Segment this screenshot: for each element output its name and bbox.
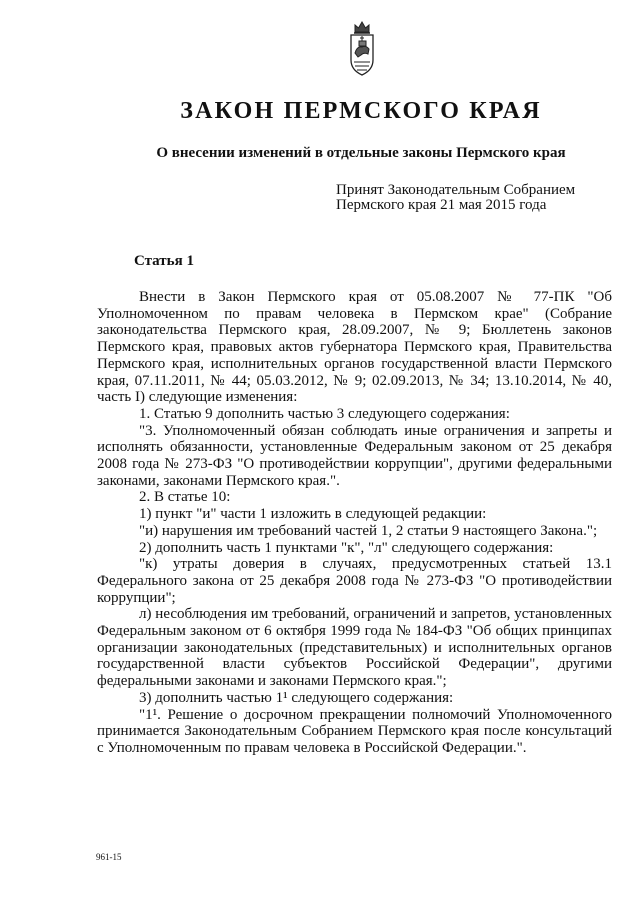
article-paragraph: 3) дополнить частью 1¹ следующего содержания:	[139, 689, 454, 706]
law-subtitle: О внесении изменений в отдельные законы Пермского края	[156, 145, 566, 161]
article-paragraph: Внести в Закон Пермского края от 05.08.2007 № 77-ПК "Об Уполномоченном по правам человека в Пермском крае" (Собрание законодательства Пермского края, 28.09.2007, № 9; Бюллетень законов Пермского края, правовых актов губернатора Пермского края, Правительства Пермского края, исполнительных органов государственной власти Пермского края, 07.11.2011, № 44; 05.03.2012, № 9; 02.09.2013, № 34; 13.10.2014, № 40, часть I) следующие изменения:	[97, 289, 612, 406]
article-paragraph: 2) дополнить часть 1 пунктами "к", "л" следующего содержания:	[139, 539, 554, 556]
article-paragraph: 2. В статье 10:	[139, 489, 231, 506]
article-heading: Статья 1	[134, 253, 194, 269]
article-paragraph: "и) нарушения им требований частей 1, 2 статьи 9 настоящего Закона.";	[139, 522, 598, 539]
law-title: ЗАКОН ПЕРМСКОГО КРАЯ	[180, 98, 542, 124]
article-body	[97, 289, 612, 757]
article-paragraph: 1. Статью 9 дополнить частью 3 следующего содержания:	[139, 405, 510, 422]
adoption-note-line-2: Пермского края 21 мая 2015 года	[336, 197, 547, 213]
document-number: 961-15	[96, 852, 122, 862]
article-paragraph: 1) пункт "и" части 1 изложить в следующей редакции:	[139, 506, 487, 523]
article-paragraph: "3. Уполномоченный обязан соблюдать иные ограничения и запреты и исполнять обязанности, установленные Федеральным законом от 25 декабря 2008 года № 273-ФЗ "О противодействии коррупции", другими федеральными законами, законами Пермского края.".	[97, 422, 612, 489]
article-paragraph: л) несоблюдения им требований, ограничений и запретов, установленных Федеральным законом от 6 октября 1999 года № 184-ФЗ "Об общих принципах организации законодательных (представительных) и исполнительных органов государственной власти субъектов Российской Федерации", другими федеральными законами и законами Пермского края.";	[97, 606, 612, 690]
adoption-note-line-1: Принят Законодательным Собранием	[336, 182, 576, 198]
article-paragraph: "к) утраты доверия в случаях, предусмотренных статьей 13.1 Федерального закона от 25 декабря 2008 года № 273-ФЗ "О противодействии коррупции";	[97, 556, 612, 606]
adoption-note	[336, 183, 596, 213]
article-paragraph: "1¹. Решение о досрочном прекращении полномочий Уполномоченного принимается Законодательным Собранием Пермского края после консультаций с Уполномоченным по правам человека в Российской Федерации.".	[97, 706, 612, 756]
perm-krai-coat-of-arms-icon	[346, 18, 378, 80]
